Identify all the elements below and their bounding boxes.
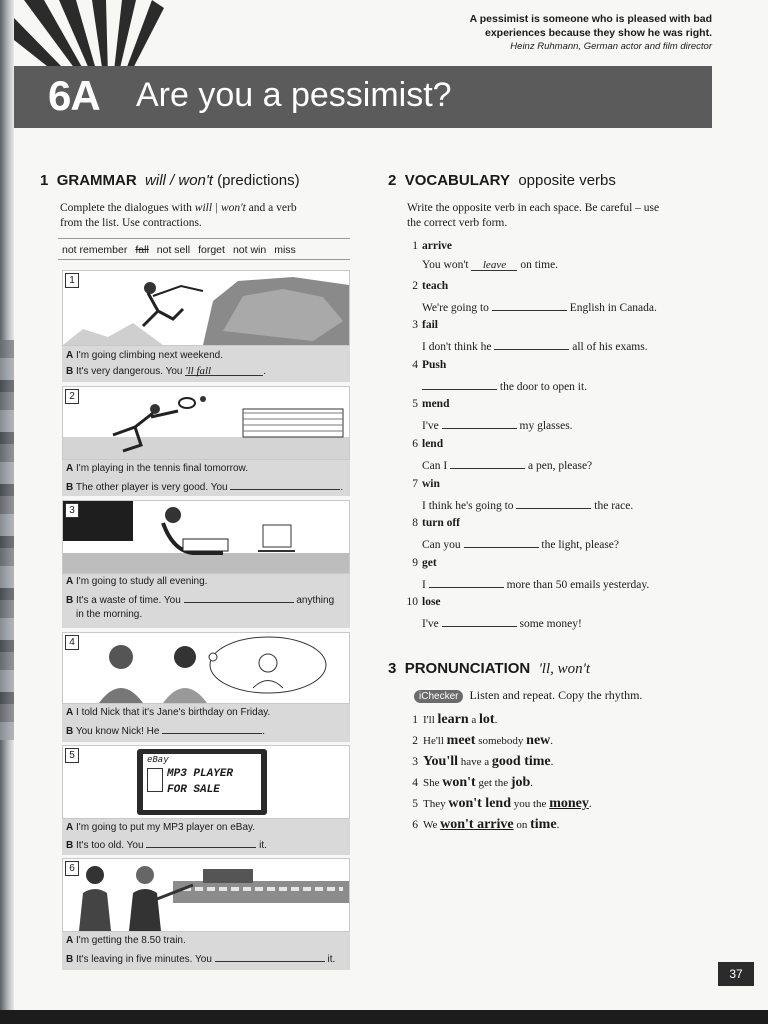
line-a-text: I told Nick that it's Jane's birthday on Friday. [76,707,271,718]
vocab-item [402,436,702,476]
panel-number: 5 [65,748,79,763]
pronunciation-row [402,796,592,817]
dialogue-panel-4 [62,632,350,742]
item-sentence [422,576,649,591]
answer-blank[interactable] [429,576,504,588]
row-number: 4 [412,777,418,789]
unstressed-text: He'll [423,735,447,747]
grammar-instr-3: from the list. Use contractions. [60,217,202,229]
dialogue-line-b [66,722,265,739]
panel-number: 3 [65,503,79,518]
mp3-player-icon [147,768,163,792]
grammar-instr-2: and a verb [248,202,297,214]
book-spine [0,0,14,1024]
header-quote [382,12,712,54]
grammar-number: 1 [40,172,49,189]
dialogue-line-a [66,574,207,589]
answer-blank[interactable] [184,591,294,603]
item-number: 2 [412,279,418,292]
grammar-sub: (predictions) [217,172,300,189]
item-number: 9 [412,556,418,569]
dialogue-line-b [66,950,335,967]
grammar-heading [40,172,300,189]
dialogue-line-b [66,836,267,853]
item-sentence [422,497,633,512]
sentence-before: I don't think he [422,341,492,354]
screen-frame [137,749,267,815]
sentence-after: the light, please? [541,539,620,552]
line-b-after: it. [259,840,267,851]
vocab-instr-1: Write the opposite verb in each space. Be careful – use [407,202,660,214]
dialogue-line-a [66,705,270,720]
item-number: 7 [412,477,418,490]
stressed-word: learn [437,712,469,727]
word-list-item: miss [274,244,296,256]
unstressed-text: She [423,777,443,789]
climbing-illustration [62,270,350,346]
line-b-after: it. [327,954,336,965]
sentence-after: on time. [520,259,559,271]
item-word: lose [422,596,441,609]
unstressed-text: I'll [423,714,438,726]
item-sentence [422,338,648,353]
answer-blank[interactable] [494,338,569,350]
line-a-text: I'm going climbing next weekend. [76,350,224,361]
dialogue-panel-5 [62,745,350,855]
item-number: 6 [412,437,418,450]
unstressed-text: get the [475,777,511,789]
pronunciation-title: PRONUNCIATION [404,660,531,677]
unstressed-text: . [550,756,554,768]
speaker-b: B [66,726,74,737]
grammar-sub-italic: will / won't [145,172,213,189]
line-a-text: I'm playing in the tennis final tomorrow. [76,463,249,474]
item-word: get [422,556,437,569]
answer-blank[interactable] [422,378,497,390]
row-number: 3 [412,756,418,768]
unstressed-text: . [556,819,560,831]
pronunciation-row [402,775,592,796]
answer-blank[interactable] [215,950,325,962]
answer-blank[interactable] [471,259,517,271]
pronunciation-heading [388,660,590,678]
line-b-text: The other player is very good. You [75,482,228,493]
answer-blank[interactable] [146,836,256,848]
dialogue-line-b [66,478,343,495]
study-image [63,501,349,573]
pronunciation-list [402,712,592,838]
pronunciation-number: 3 [388,660,397,677]
row-number: 5 [412,798,418,810]
item-number: 4 [412,358,418,371]
item-sentence [422,259,558,271]
sign-line-1: MP3 PLAYER [167,768,234,780]
unit-number: 6A [48,72,100,119]
sentence-before: You won't [422,259,469,271]
ichecker-badge[interactable]: iChecker [414,690,463,703]
sentence-after: all of his exams. [572,341,648,354]
vocab-item [402,515,702,555]
item-word: fail [422,319,438,332]
panel-number: 6 [65,861,79,876]
line-a-text: I'm going to study all evening. [76,576,208,587]
ebay-screen [143,754,261,810]
dialogue-line-b [66,364,266,379]
stressed-word: money [549,796,589,811]
line-b-text: It's a waste of time. You [76,595,181,606]
answer-blank[interactable] [442,417,517,429]
panel-number: 4 [65,635,79,650]
item-word: Push [422,358,447,371]
line-b-text: It's leaving in five minutes. You [76,954,212,965]
speaker-b: B [66,366,74,377]
sentence-before: I [422,578,426,591]
sentence-after: the door to open it. [499,380,588,393]
gossip-illustration [62,632,350,704]
sentence-after: some money! [519,618,582,631]
sentence-before: I think he's going to [422,499,514,512]
tennis-illustration [62,386,350,460]
dialogue-line-a [66,933,186,948]
dialogue-line-a [66,820,255,835]
word-list-item: forget [198,244,225,256]
line-b-after: . [263,366,267,377]
vocab-item [402,476,702,516]
answer-text: leave [482,259,507,271]
panel-number: 2 [65,389,79,404]
item-sentence [422,299,657,314]
dialogue-panel-1 [62,270,350,382]
gossip-image [63,633,349,703]
vocab-item [402,357,702,397]
item-sentence [422,615,582,630]
stressed-word: You'll [423,754,459,769]
speaker-b: B [66,595,74,606]
answer-blank[interactable] [230,478,340,490]
unstressed-text: a [468,714,480,726]
vocab-instr-2: the correct verb form. [407,217,508,229]
unstressed-text: . [494,714,498,726]
dialogue-line-a [66,461,248,476]
quote-line-2: experiences because they show he was right. [484,27,712,39]
ebay-logo: eBay [147,755,169,765]
vocab-item [402,278,702,318]
item-number: 1 [412,240,418,252]
vocab-item [402,555,702,595]
unstressed-text: on [513,819,531,831]
grammar-instr-italic: will | won't [194,202,246,214]
vocabulary-heading [388,172,616,189]
vocabulary-list [402,238,702,634]
vocabulary-instruction [407,201,717,231]
unstressed-text: They [423,798,449,810]
answer-text: 'll fall [185,365,212,377]
speaker-b: B [66,482,74,493]
sentence-after: a pen, please? [527,459,593,472]
stressed-word: won't lend [448,796,511,811]
item-word: lend [422,437,444,450]
word-list-item: not sell [156,244,191,256]
sentence-before: Can you [422,539,461,552]
row-number: 6 [412,819,418,831]
item-sentence [422,457,592,472]
line-a-text: I'm going to put my MP3 player on eBay. [76,822,256,833]
line-b-after: . [262,726,265,737]
item-word: arrive [422,240,453,252]
stressed-word: time [530,817,557,832]
pron-instruction: Listen and repeat. Copy the rhythm. [469,688,643,702]
quote-author: Heinz Ruhmann, German actor and film director [510,41,712,52]
line-b-text: You know Nick! He [75,726,160,737]
speaker-b: B [66,840,74,851]
item-number: 10 [406,596,418,609]
speaker-a: A [66,935,74,946]
word-list [58,238,350,260]
vocabulary-sub: opposite verbs [518,172,616,189]
train-illustration [62,858,350,932]
unstressed-text: somebody [475,735,527,747]
vocabulary-title: VOCABULARY [404,172,510,189]
stressed-word: won't [442,775,476,790]
vocab-item [402,594,702,634]
unstressed-text: . [530,777,534,789]
stressed-word: lot [479,712,495,727]
item-word: teach [422,279,449,292]
item-sentence [422,536,619,551]
sentence-before: I've [422,618,439,631]
line-b-after: anything [296,595,335,606]
sentence-before: I've [422,420,439,433]
sign-line-2: FOR SALE [167,784,220,796]
sentence-after: my glasses. [519,420,573,433]
sentence-after: English in Canada. [569,301,657,314]
item-number: 5 [412,398,418,411]
pronunciation-row [402,754,592,775]
vocab-item [402,238,702,278]
answer-blank[interactable] [450,457,525,469]
speaker-a: A [66,822,74,833]
page-title: Are you a pessimist? [136,76,452,114]
answer-blank[interactable] [492,299,567,311]
stressed-word: won't arrive [440,817,514,832]
row-number: 1 [412,714,418,726]
speaker-a: A [66,350,74,361]
ichecker-instruction [414,688,642,703]
vocab-item [402,317,702,357]
unit-banner [14,66,712,128]
speaker-b: B [66,954,74,965]
unstressed-text: you the [510,798,550,810]
word-list-item: not remember [62,244,128,256]
grammar-instruction [60,201,360,231]
pronunciation-row [402,733,592,754]
bottom-bar [0,1010,768,1024]
grammar-title: GRAMMAR [56,172,137,189]
line-b-text: It's too old. You [76,840,144,851]
speaker-a: A [66,707,74,718]
study-illustration [62,500,350,574]
unstressed-text: have a [458,756,492,768]
word-list-item: not win [232,244,267,256]
sentence-before: We're going to [422,301,489,314]
item-word: mend [422,398,450,411]
train-image [63,859,349,931]
dialogue-line-b [66,591,334,608]
unstressed-text: . [550,735,554,747]
unstressed-text: We [423,819,441,831]
sentence-before: Can I [422,459,448,472]
stressed-word: good time [491,754,551,769]
dialogue-line-a [66,348,223,363]
item-sentence [422,417,573,432]
pronunciation-sub: 'll, won't [538,661,591,677]
sentence-after: more than 50 emails yesterday. [506,578,650,591]
ebay-illustration [62,745,350,819]
climber-image [63,271,349,345]
panel-number: 1 [65,273,79,288]
item-sentence [422,378,587,393]
line-b-after: . [340,482,344,493]
dialogue-panel-2 [62,386,350,496]
unstressed-text: . [588,798,592,810]
answer-blank[interactable] [464,536,539,548]
row-number: 2 [412,735,418,747]
item-word: win [422,477,440,490]
grammar-instr-1: Complete the dialogues with [60,202,192,214]
speaker-a: A [66,576,74,587]
stressed-word: meet [446,733,476,748]
dialogue-panel-6 [62,858,350,970]
dialogue-line-b-cont: in the morning. [76,609,143,620]
tennis-image [63,387,349,459]
answer-blank[interactable] [162,722,262,734]
item-number: 8 [412,517,418,530]
dialogue-panel-3 [62,500,350,628]
answer-blank[interactable] [442,615,517,627]
stressed-word: job [510,775,531,790]
answer-blank[interactable] [516,497,591,509]
stressed-word: new [526,733,551,748]
vocab-item [402,396,702,436]
page-number: 37 [718,962,754,986]
item-number: 3 [412,319,418,332]
vocabulary-number: 2 [388,172,397,189]
quote-line-1: A pessimist is someone who is pleased with bad [469,13,712,25]
word-list-item: fall [135,244,149,256]
line-b-text: It's very dangerous. You [76,366,183,377]
sentence-after: the race. [594,499,634,512]
pronunciation-row [402,817,592,838]
speaker-a: A [66,463,74,474]
item-word: turn off [422,517,461,530]
pronunciation-row [402,712,592,733]
answer-blank[interactable] [185,364,263,376]
line-a-text: I'm getting the 8.50 train. [76,935,186,946]
